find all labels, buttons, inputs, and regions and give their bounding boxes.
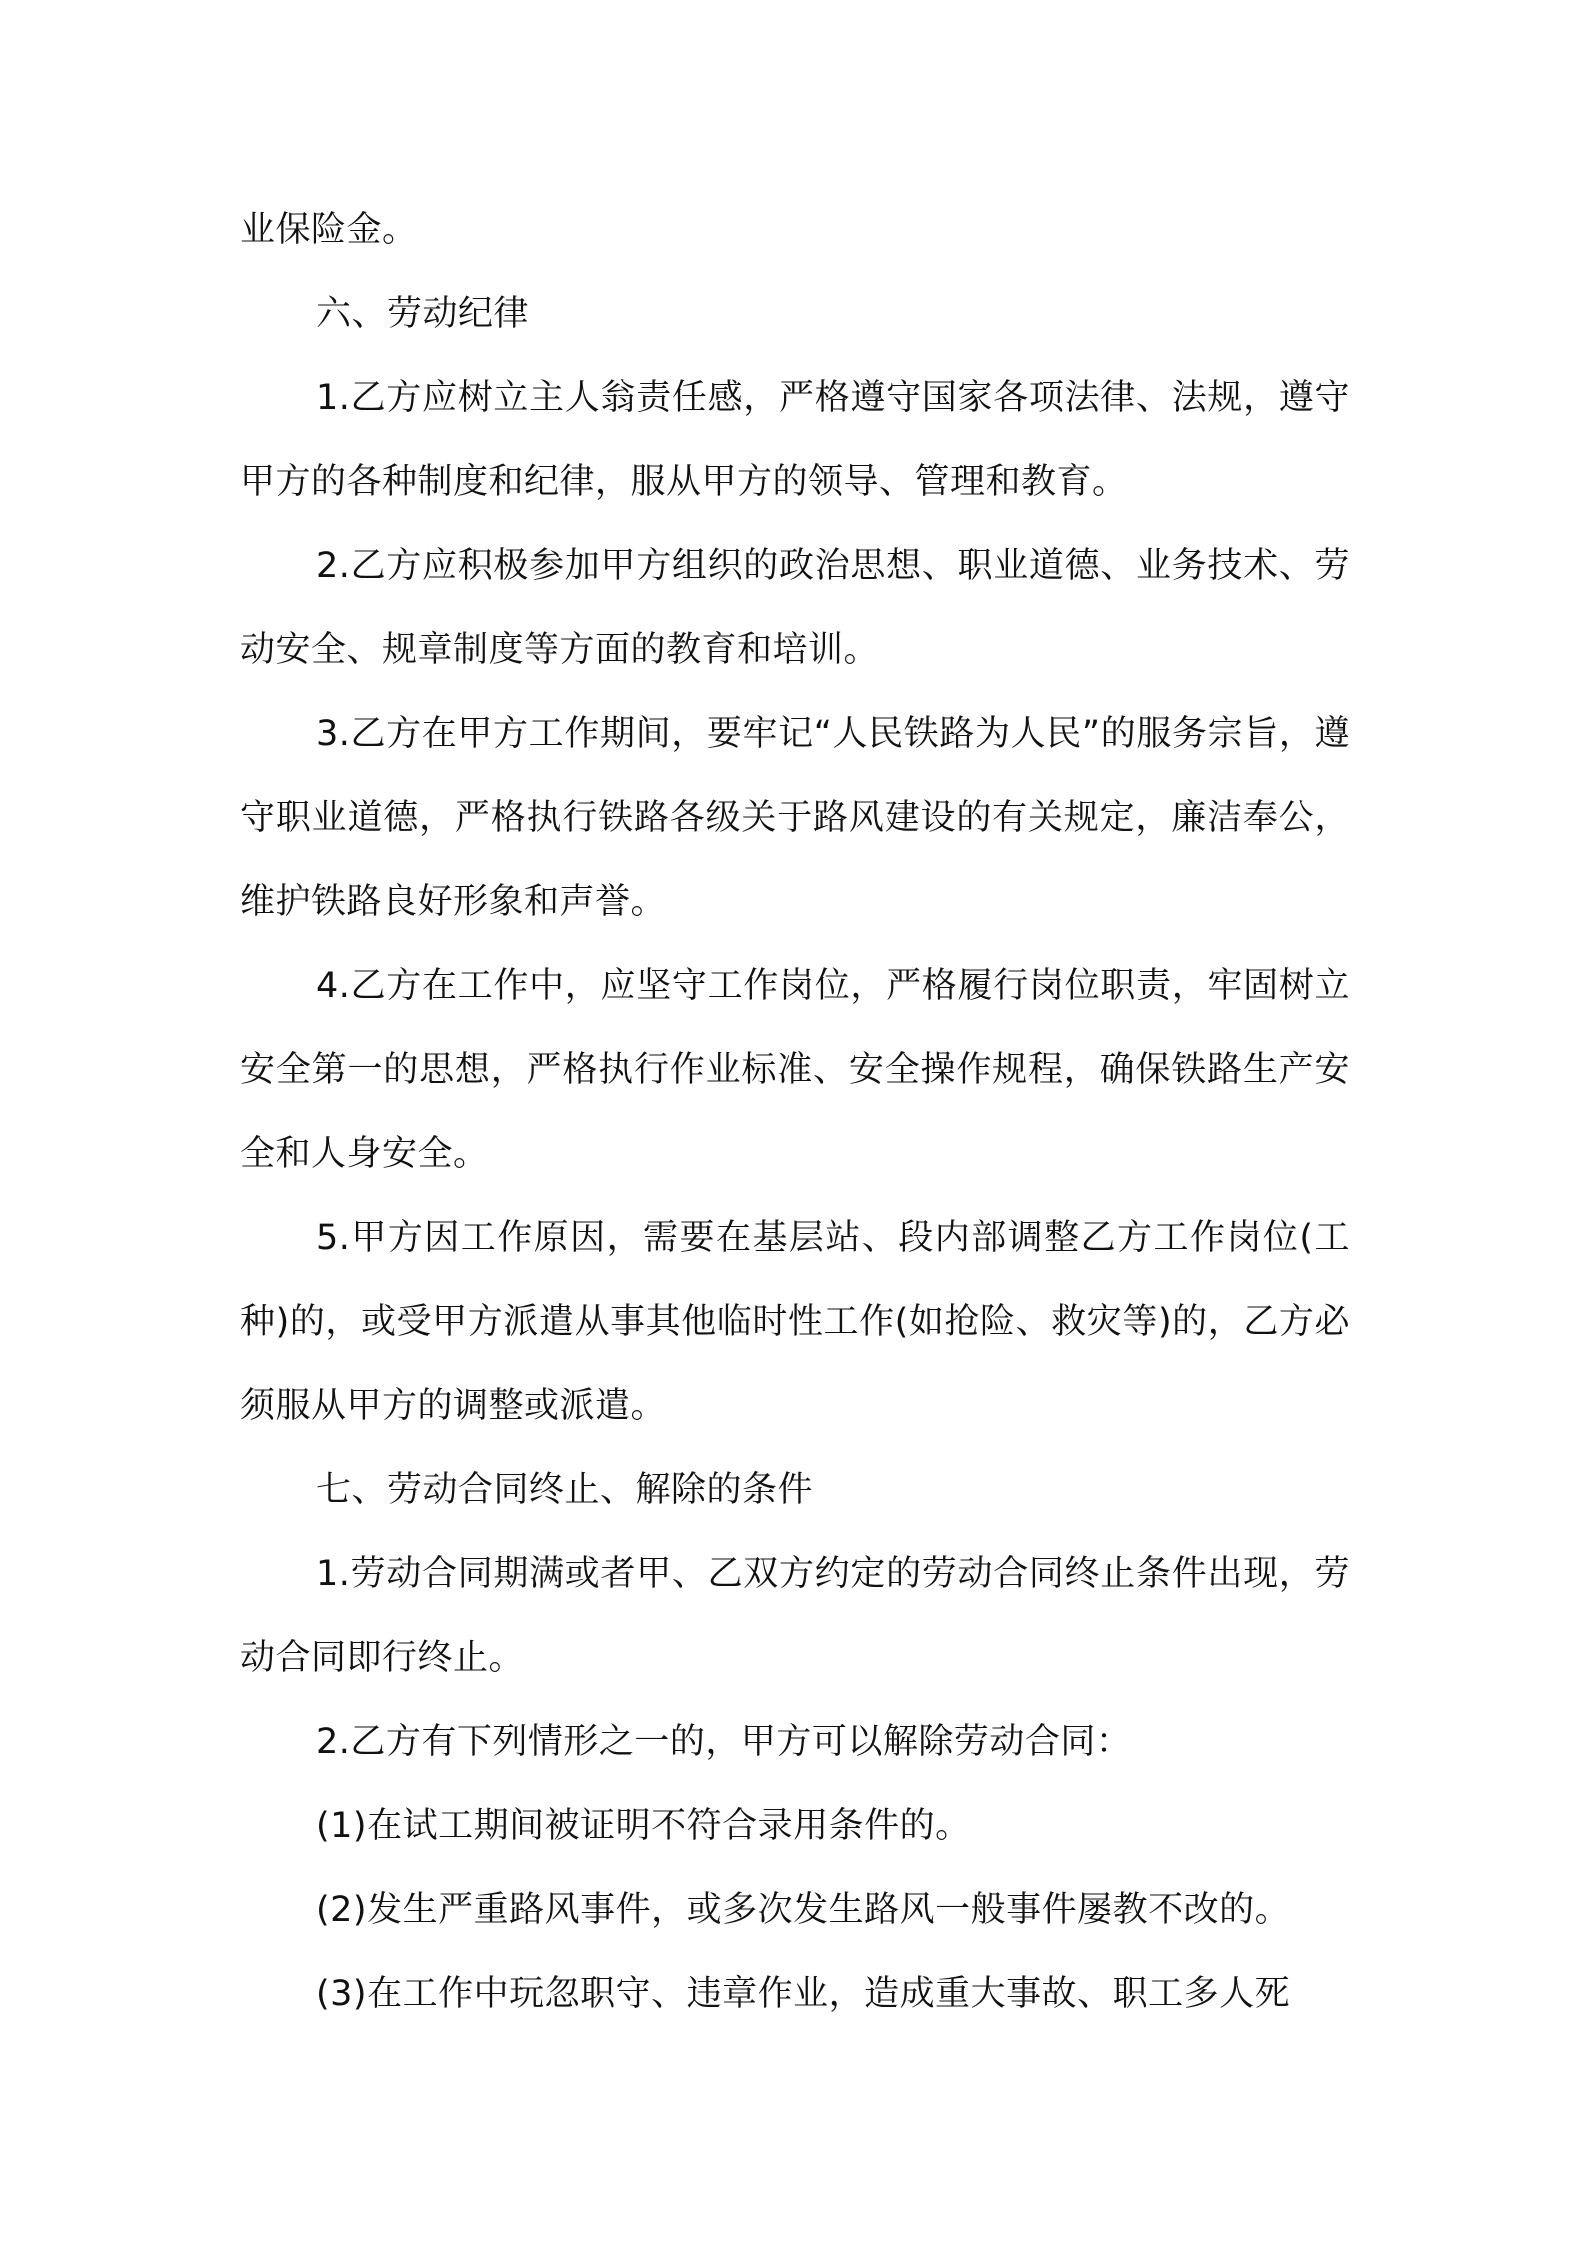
- paragraph-subclause: (2)发生严重路风事件，或多次发生路风一般事件屡教不改的。: [316, 1890, 1291, 1930]
- paragraph-clause: 3.乙方在甲方工作期间，要牢记“人民铁路为人民”的服务宗旨，遵守职业道德，严格执行铁路各级关于路风建设的有关规定，廉洁奉公，维护铁路良好形象和声誉。: [240, 714, 1350, 922]
- paragraph-subclause: (3)在工作中玩忽职守、违章作业，造成重大事故、职工多人死: [316, 1974, 1291, 2014]
- document-body: [240, 188, 1350, 2036]
- paragraph-clause: 1.劳动合同期满或者甲、乙双方约定的劳动合同终止条件出现，劳动合同即行终止。: [240, 1554, 1350, 1678]
- section-heading-termination: 七、劳动合同终止、解除的条件: [316, 1470, 814, 1510]
- paragraph-clause: 2.乙方有下列情形之一的，甲方可以解除劳动合同：: [316, 1722, 1132, 1762]
- paragraph-subclause: (1)在试工期间被证明不符合录用条件的。: [316, 1806, 971, 1846]
- section-heading-labor-discipline: 六、劳动纪律: [316, 294, 530, 334]
- paragraph-continuation: 业保险金。: [240, 210, 418, 250]
- paragraph-clause: 1.乙方应树立主人翁责任感，严格遵守国家各项法律、法规，遵守甲方的各种制度和纪律，服从甲方的领导、管理和教育。: [240, 378, 1350, 502]
- paragraph-clause: 5.甲方因工作原因，需要在基层站、段内部调整乙方工作岗位(工种)的，或受甲方派遣从事其他临时性工作(如抢险、救灾等)的，乙方必须服从甲方的调整或派遣。: [240, 1218, 1350, 1426]
- paragraph-clause: 4.乙方在工作中，应坚守工作岗位，严格履行岗位职责，牢固树立安全第一的思想，严格执行作业标准、安全操作规程，确保铁路生产安全和人身安全。: [240, 966, 1350, 1174]
- paragraph-clause: 2.乙方应积极参加甲方组织的政治思想、职业道德、业务技术、劳动安全、规章制度等方面的教育和培训。: [240, 546, 1350, 670]
